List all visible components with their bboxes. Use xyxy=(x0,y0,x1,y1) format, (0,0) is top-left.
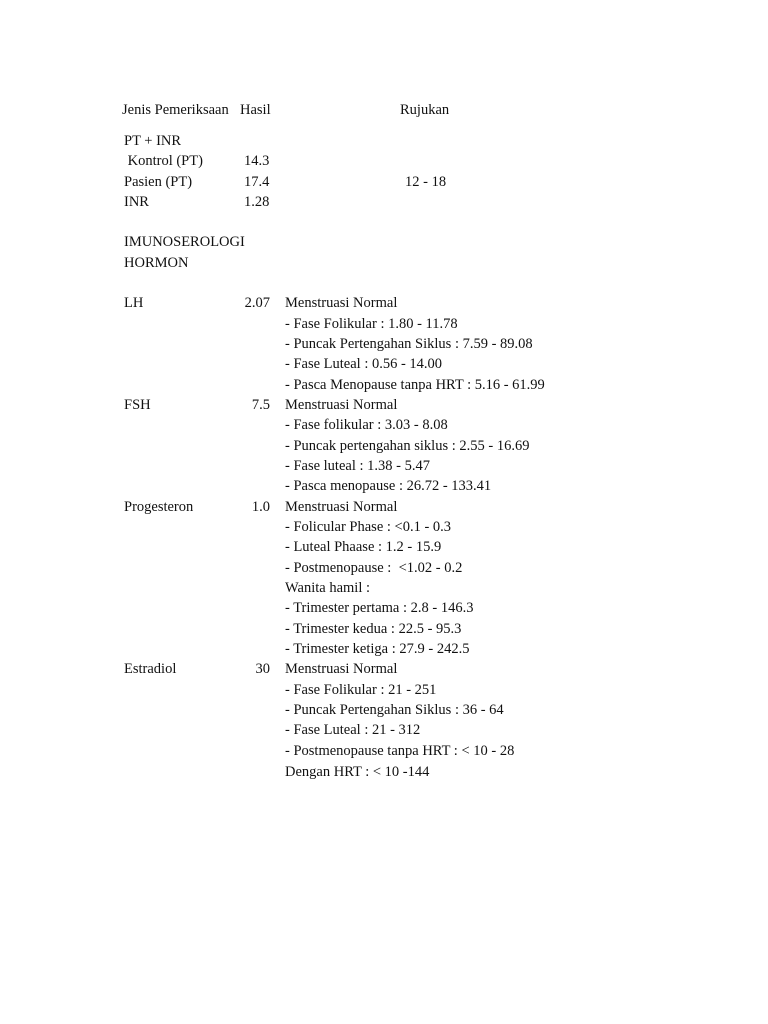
estradiol-ref-line: - Postmenopause tanpa HRT : < 10 - 28 xyxy=(285,743,515,759)
lh-ref-line: - Fase Luteal : 0.56 - 14.00 xyxy=(285,356,443,372)
progesteron-ref-line: - Folicular Phase : <0.1 - 0.3 xyxy=(285,519,452,535)
section-imunoserologi: IMUNOSEROLOGI xyxy=(124,234,245,250)
row-inr-value: 1.28 xyxy=(244,194,270,210)
header-rujukan: Rujukan xyxy=(400,102,450,118)
estradiol-ref-line: Dengan HRT : < 10 -144 xyxy=(285,764,430,780)
fsh-value: 7.5 xyxy=(251,397,270,413)
fsh-ref-line: - Fase folikular : 3.03 - 8.08 xyxy=(285,417,448,433)
progesteron-ref-line: Menstruasi Normal xyxy=(285,499,398,515)
row-kontrol-pt-name: Kontrol (PT) xyxy=(124,153,203,169)
fsh-name: FSH xyxy=(124,397,151,413)
estradiol-ref-line: - Puncak Pertengahan Siklus : 36 - 64 xyxy=(285,702,504,718)
header-jenis-pemeriksaan: Jenis Pemeriksaan xyxy=(122,102,229,118)
lh-name: LH xyxy=(124,295,144,311)
fsh-ref-line: - Puncak pertengahan siklus : 2.55 - 16.69 xyxy=(285,438,530,454)
progesteron-ref-line: - Trimester kedua : 22.5 - 95.3 xyxy=(285,621,462,637)
row-inr-name: INR xyxy=(124,194,149,210)
lh-ref-line: - Fase Folikular : 1.80 - 11.78 xyxy=(285,316,458,332)
header-hasil: Hasil xyxy=(240,102,271,118)
estradiol-name: Estradiol xyxy=(124,661,177,677)
fsh-ref-line: - Pasca menopause : 26.72 - 133.41 xyxy=(285,478,492,494)
progesteron-ref-line: - Postmenopause : <1.02 - 0.2 xyxy=(285,560,463,576)
row-pasien-pt-ref: 12 - 18 xyxy=(405,174,447,190)
fsh-ref-line: Menstruasi Normal xyxy=(285,397,398,413)
estradiol-ref-line: Menstruasi Normal xyxy=(285,661,398,677)
estradiol-ref-line: - Fase Luteal : 21 - 312 xyxy=(285,722,421,738)
progesteron-value: 1.0 xyxy=(251,499,270,515)
estradiol-ref-line: - Fase Folikular : 21 - 251 xyxy=(285,682,437,698)
progesteron-name: Progesteron xyxy=(124,499,194,515)
progesteron-ref-line: - Trimester ketiga : 27.9 - 242.5 xyxy=(285,641,470,657)
section-hormon: HORMON xyxy=(124,255,189,271)
progesteron-ref-line: - Luteal Phaase : 1.2 - 15.9 xyxy=(285,539,442,555)
lh-ref-line: Menstruasi Normal xyxy=(285,295,398,311)
lh-ref-line: - Puncak Pertengahan Siklus : 7.59 - 89.08 xyxy=(285,336,533,352)
estradiol-value: 30 xyxy=(255,661,270,677)
lh-value: 2.07 xyxy=(244,295,270,311)
fsh-ref-line: - Fase luteal : 1.38 - 5.47 xyxy=(285,458,430,474)
progesteron-ref-line: - Trimester pertama : 2.8 - 146.3 xyxy=(285,600,474,616)
row-kontrol-pt-value: 14.3 xyxy=(244,153,270,169)
row-pasien-pt-value: 17.4 xyxy=(244,174,270,190)
section-pt-inr: PT + INR xyxy=(124,133,182,149)
lh-ref-line: - Pasca Menopause tanpa HRT : 5.16 - 61.99 xyxy=(285,377,545,393)
progesteron-ref-line: Wanita hamil : xyxy=(285,580,371,596)
row-pasien-pt-name: Pasien (PT) xyxy=(124,174,193,190)
